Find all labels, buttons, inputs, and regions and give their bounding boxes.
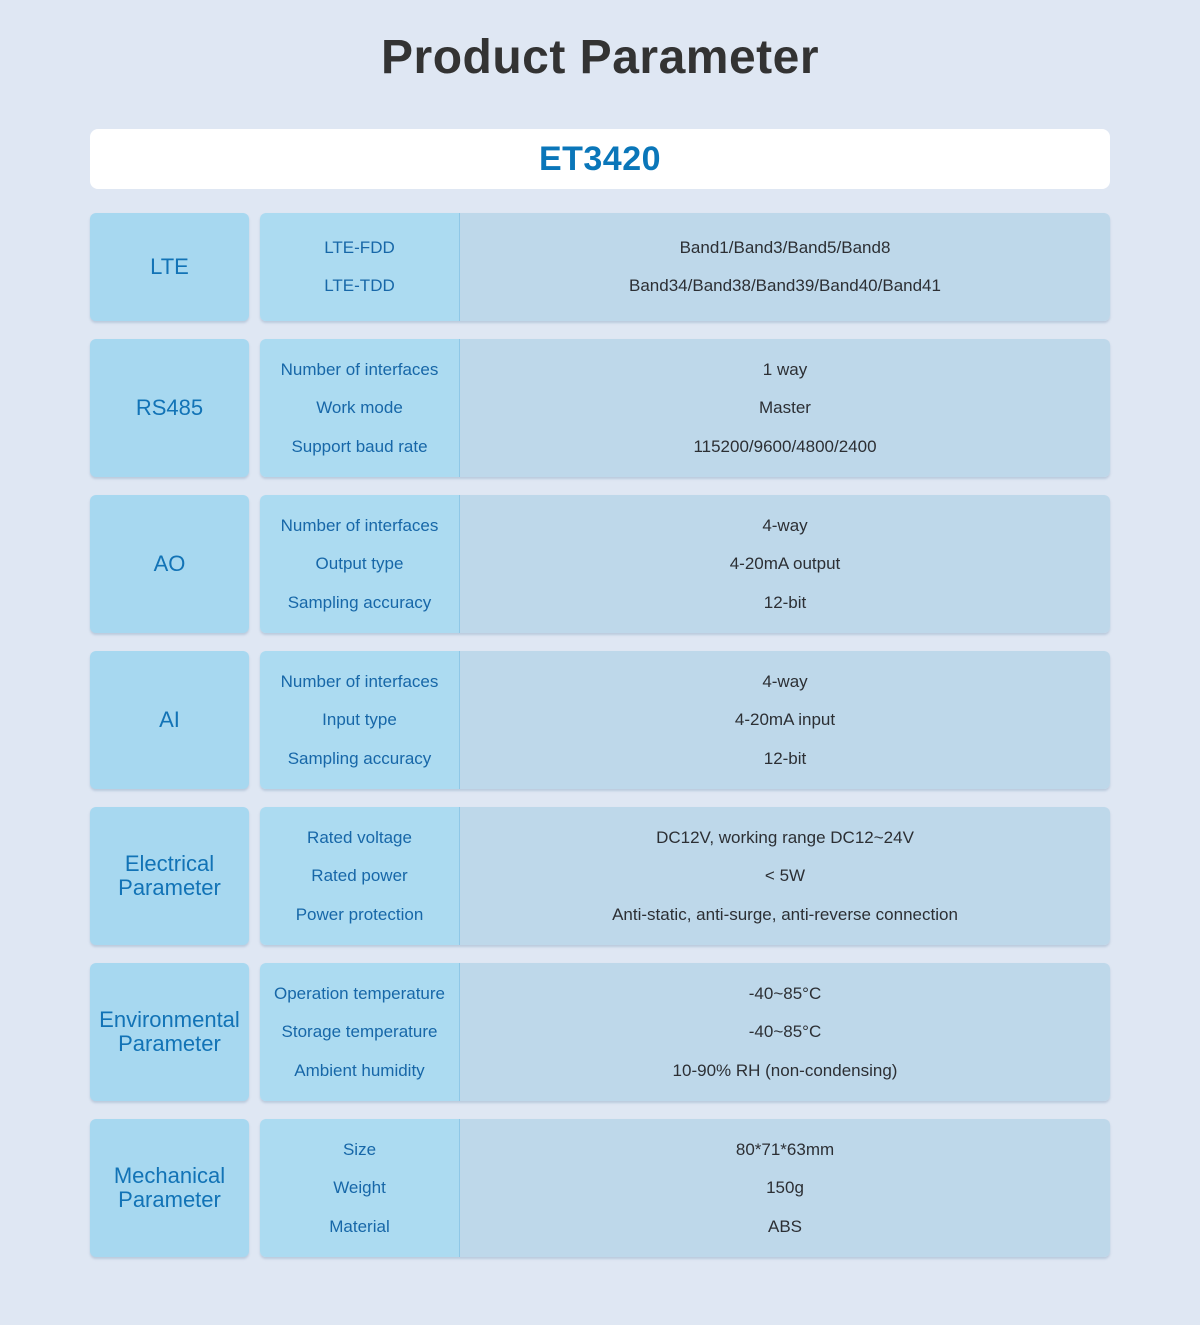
section-lte (90, 213, 1110, 321)
category-label: AO (90, 495, 249, 633)
section-panel (260, 213, 1110, 321)
param-value: Band34/Band38/Band39/Band40/Band41 (629, 276, 941, 296)
model-name: ET3420 (538, 139, 662, 178)
param-value: Band1/Band3/Band5/Band8 (679, 237, 891, 257)
param-value: -40~85°C (748, 983, 822, 1003)
param-name: LTE-FDD (324, 237, 395, 257)
param-names (260, 339, 459, 477)
param-name: Size (342, 1139, 377, 1159)
param-names (260, 807, 459, 945)
param-value: Anti-static, anti-surge, anti-reverse connection (612, 904, 958, 924)
param-name: Number of interfaces (280, 515, 439, 535)
param-values (460, 651, 1110, 789)
param-value: 12-bit (763, 748, 807, 768)
section-ai (90, 651, 1110, 789)
param-name: Storage temperature (281, 1022, 438, 1041)
param-names (260, 495, 459, 633)
param-value: 150g (766, 1178, 804, 1197)
param-values (460, 339, 1110, 477)
section-mechanical (90, 1119, 1110, 1257)
section-ao (90, 495, 1110, 633)
param-value: 4-20mA output (729, 554, 841, 573)
category-label: RS485 (90, 339, 249, 477)
param-names (260, 651, 459, 789)
category-label: Environmental Parameter (90, 963, 249, 1101)
param-name: Number of interfaces (280, 359, 439, 379)
param-value: Master (759, 398, 811, 417)
param-name: Sampling accuracy (287, 748, 432, 768)
category-label: Electrical Parameter (90, 807, 249, 945)
section-panel (260, 339, 1110, 477)
param-name: Work mode (316, 398, 403, 417)
param-value: 80*71*63mm (735, 1139, 835, 1159)
section-environmental (90, 963, 1110, 1101)
param-name: Rated voltage (307, 827, 412, 847)
param-values (460, 963, 1110, 1101)
param-name: Material (329, 1216, 390, 1236)
param-names (260, 963, 459, 1101)
param-name: Input type (322, 710, 397, 729)
param-name: Ambient humidity (294, 1060, 425, 1080)
section-panel (260, 1119, 1110, 1257)
section-rs485 (90, 339, 1110, 477)
param-names (260, 1119, 459, 1257)
param-value: 4-way (762, 671, 808, 691)
param-values (460, 807, 1110, 945)
param-value: 10-90% RH (non-condensing) (672, 1060, 898, 1080)
param-name: Weight (333, 1178, 386, 1197)
param-name: Support baud rate (291, 436, 428, 456)
section-electrical (90, 807, 1110, 945)
param-value: 12-bit (763, 592, 807, 612)
param-values (460, 1119, 1110, 1257)
param-value: 115200/9600/4800/2400 (693, 436, 877, 456)
param-name: Rated power (311, 866, 408, 885)
category-label: AI (90, 651, 249, 789)
section-panel (260, 651, 1110, 789)
param-name: Output type (315, 554, 404, 573)
param-name: Sampling accuracy (287, 592, 432, 612)
category-label: LTE (90, 213, 249, 321)
param-values (460, 213, 1110, 321)
page-title: Product Parameter (381, 31, 819, 84)
param-value: < 5W (764, 866, 806, 885)
section-panel (260, 963, 1110, 1101)
param-value: DC12V, working range DC12~24V (656, 827, 914, 847)
param-name: Power protection (295, 904, 424, 924)
param-names (260, 213, 459, 321)
param-value: 1 way (762, 359, 808, 379)
param-name: Operation temperature (273, 983, 446, 1003)
model-banner (90, 129, 1110, 189)
section-panel (260, 807, 1110, 945)
param-value: ABS (767, 1216, 803, 1236)
category-label: Mechanical Parameter (90, 1119, 249, 1257)
param-value: 4-way (762, 515, 808, 535)
param-name: Number of interfaces (280, 671, 439, 691)
param-value: -40~85°C (748, 1022, 822, 1041)
section-panel (260, 495, 1110, 633)
param-name: LTE-TDD (324, 276, 395, 296)
param-value: 4-20mA input (734, 710, 836, 729)
param-values (460, 495, 1110, 633)
